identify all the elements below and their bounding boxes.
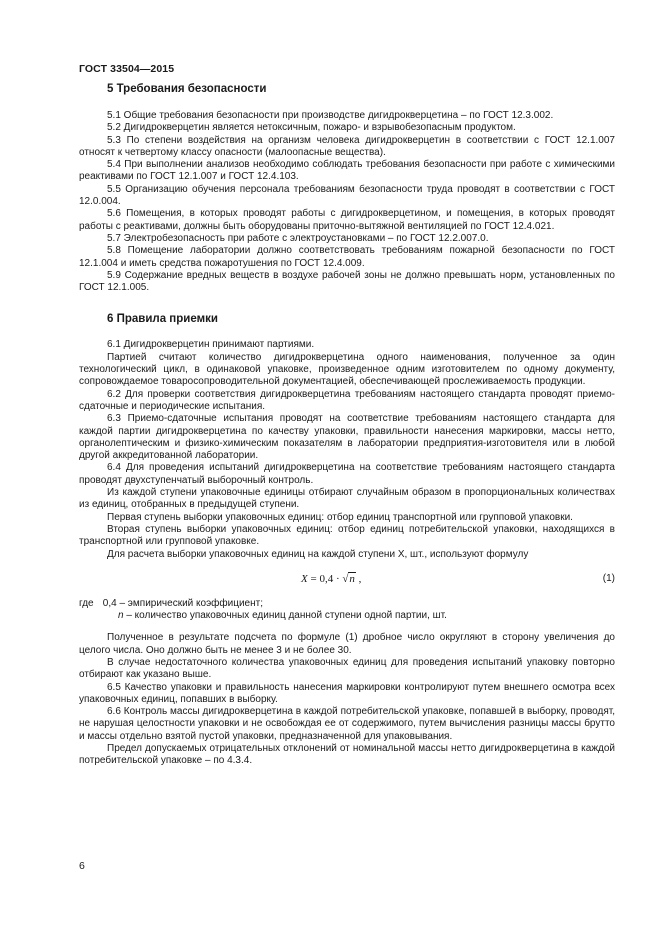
paragraph-6-1: 6.1 Дигидрокверцетин принимают партиями. bbox=[107, 339, 315, 351]
paragraph-6-2: 6.2 Для проверки соответствия дигидрокверцетина требованиям настоящего стандарта проводят приемо-сдаточные и периодические испытания. bbox=[79, 388, 615, 412]
formula-where-line-2 bbox=[79, 610, 615, 622]
paragraph-5-4: 5.4 При выполнении анализов необходимо соблюдать требования безопасности при работе с химическими реактивами по ГОСТ 12.1.007 и ГОСТ 12.4.103. bbox=[79, 159, 615, 183]
paragraph-mass-tolerance: Предел допускаемых отрицательных отклонений от номинальной массы нетто дигидрокверцетина в каждой потребительской упаковке – по 4.3.4. bbox=[79, 743, 615, 767]
paragraph-rounding: Полученное в результате подсчета по формуле (1) дробное число округляют в сторону увеличения до целого числа. Оно должно быть не менее 3 и не более 30. bbox=[79, 632, 615, 656]
paragraph-5-5: 5.5 Организацию обучения персонала требованиям безопасности труда проводят в соответствии с ГОСТ 12.0.004. bbox=[79, 183, 615, 208]
where-variable-n: n bbox=[118, 610, 124, 622]
formula-number: (1) bbox=[602, 572, 615, 584]
formula-radicand: n bbox=[349, 572, 355, 585]
formula-equals: = 0,4 · bbox=[307, 572, 343, 585]
paragraph-5-6: 5.6 Помещения, в которых проводят работы с дигидрокверцетином, и помещения, в которых проводят работы с реактивами, должны быть оборудованы приточно-вытяжной вентиляцией по ГОСТ 12.4.021. bbox=[79, 208, 615, 232]
paragraph-resampling: В случае недостаточного количества упаковочных единиц для проведения испытаний упаковку повторно отбирают как указано выше. bbox=[79, 656, 615, 681]
formula-where-line-1 bbox=[79, 598, 615, 610]
paragraph-6-3: 6.3 Приемо-сдаточные испытания проводят на соответствие требованиям настоящего стандарта для каждой партии дигидрокверцетина по качеству упаковки, правильности нанесения маркировки, массы нетто, органолептическим и физико-химическим показателям в лаборатории предприятия-изготовителя или в любой другой аккредитованной лаборатории. bbox=[79, 413, 615, 462]
paragraph-first-stage: Первая ступень выборки упаковочных единиц: отбор единиц транспортной или групповой упаковки. bbox=[107, 511, 573, 523]
paragraph-formula-intro: Для расчета выборки упаковочных единиц на каждой ступени X, шт., используют формулу bbox=[107, 548, 529, 560]
page-number: 6 bbox=[79, 860, 85, 872]
where-coefficient: 0,4 – эмпирический коэффициент; bbox=[102, 597, 263, 609]
paragraph-5-9: 5.9 Содержание вредных веществ в воздухе рабочей зоны не должно превышать норм, установленных по ГОСТ 12.1.005. bbox=[79, 269, 615, 294]
paragraph-second-stage: Вторая ступень выборки упаковочных единиц: отбор единиц потребительской упаковки, находящихся в транспортной или групповой упаковке. bbox=[79, 523, 615, 548]
document-body bbox=[79, 82, 615, 768]
paragraph-5-3: 5.3 По степени воздействия на организм человека дигидрокверцетин в соответствии с ГОСТ 12.1.007 относят к четвертому классу опасности (малоопасные вещества). bbox=[79, 134, 615, 158]
where-variable-description: – количество упаковочных единиц данной ступени одной партии, шт. bbox=[123, 610, 447, 622]
section-5-title: 5 Требования безопасности bbox=[107, 83, 267, 95]
paragraph-5-8: 5.8 Помещение лаборатории должно соответствовать требованиям пожарной безопасности по ГОСТ 12.1.004 и иметь средства пожаротушения по ГОСТ 12.4.009. bbox=[79, 245, 615, 269]
where-lead: где bbox=[79, 597, 94, 609]
formula-1 bbox=[79, 566, 615, 592]
formula-tail: , bbox=[355, 572, 362, 585]
paragraph-6-5: 6.5 Качество упаковки и правильность нанесения маркировки контролируют путем внешнего осмотра всех упаковочных единиц, попавших в выборку. bbox=[79, 681, 615, 705]
formula-expression bbox=[301, 573, 361, 585]
paragraph-5-1: 5.1 Общие требования безопасности при производстве дигидрокверцетина – по ГОСТ 12.3.002. bbox=[107, 110, 554, 121]
document-code-header: ГОСТ 33504—2015 bbox=[79, 63, 175, 75]
paragraph-sampling-proportional: Из каждой ступени упаковочные единицы отбирают случайным образом в пропорциональных количествах из единиц, отобранных в предыдущей ступени. bbox=[79, 487, 615, 511]
paragraph-6-4: 6.4 Для проведения испытаний дигидрокверцетина на соответствие требованиям настоящего стандарта проводят двухступенчатый выборочный контроль. bbox=[79, 462, 615, 486]
paragraph-batch-definition: Партией считают количество дигидрокверцетина одного наименования, полученное за один технологический цикл, в одинаковой упаковке, произведенное одним изготовителем по одному документу, сопровождаемое товаросопроводительной документацией, обеспечивающей прослеживаемость продукции. bbox=[79, 351, 615, 388]
section-6-title: 6 Правила приемки bbox=[107, 313, 218, 326]
formula-lhs: X bbox=[301, 572, 308, 585]
paragraph-6-6: 6.6 Контроль массы дигидрокверцетина в каждой потребительской упаковке, попавшей в выборку, проводят, не нарушая целостности упаковки и не освобождая ее от содержимого, путем вычисления разницы массы брутто и массы отдельно взятой пустой упаковки, предназначенной для упаковывания. bbox=[79, 706, 615, 742]
paragraph-5-7: 5.7 Электробезопасность при работе с электроустановками – по ГОСТ 12.2.007.0. bbox=[107, 232, 489, 244]
sqrt-icon: √ bbox=[342, 572, 349, 585]
paragraph-5-2: 5.2 Дигидрокверцетин является нетоксичным, пожаро- и взрывобезопасным продуктом. bbox=[107, 122, 516, 134]
